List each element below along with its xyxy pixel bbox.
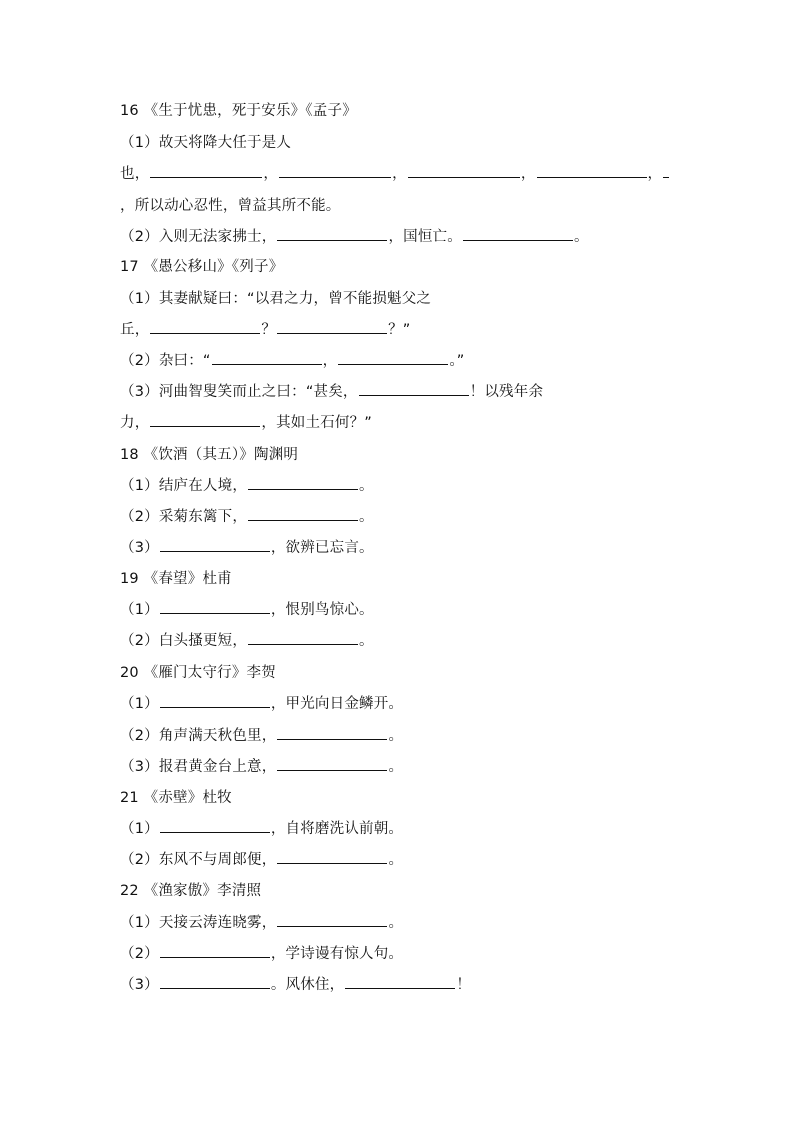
answer-blank[interactable] (277, 756, 387, 771)
section-17-q3-line1 (120, 381, 543, 403)
punctuation: 。 (359, 509, 374, 525)
question-text: ，所以动心忍性，曾益其所不能。 (120, 198, 341, 214)
section-19-heading (120, 568, 232, 590)
section-17-q1-line2 (120, 319, 411, 341)
answer-blank[interactable] (212, 350, 322, 365)
answer-blank[interactable] (150, 163, 262, 178)
section-19-q2 (120, 630, 374, 652)
question-text: 力， (120, 415, 150, 431)
answer-blank[interactable] (277, 725, 387, 740)
section-18-q2 (120, 506, 374, 528)
answer-blank[interactable] (160, 693, 270, 708)
heading-text: 21 《赤壁》杜牧 (120, 790, 232, 806)
heading-text: 18 《饮酒（其五）》陶渊明 (120, 447, 299, 463)
question-text: （1） (120, 602, 159, 618)
section-16-q2 (120, 226, 589, 248)
answer-blank[interactable] (160, 599, 270, 614)
question-text: ，国恒亡。 (388, 229, 462, 245)
question-text: ，甲光向日金鳞开。 (270, 696, 404, 712)
answer-blank[interactable] (359, 381, 469, 396)
answer-blank[interactable] (277, 912, 387, 927)
answer-blank[interactable] (248, 630, 358, 645)
punctuation: ， (520, 166, 536, 182)
punctuation: 。 (359, 633, 374, 649)
section-17-q1-line1 (120, 288, 431, 310)
answer-blank[interactable] (160, 818, 270, 833)
heading-text: 19 《春望》杜甫 (120, 571, 232, 587)
answer-blank[interactable] (248, 506, 358, 521)
section-21-heading (120, 787, 232, 809)
question-text: 也， (120, 166, 150, 182)
answer-blank[interactable] (160, 974, 270, 989)
question-text: （1）结庐在人境， (120, 478, 248, 494)
heading-text: 17 《愚公移山》《列子》 (120, 259, 284, 275)
question-text: （3）报君黄金台上意， (120, 759, 277, 775)
question-text: ！以残年余 (469, 384, 544, 400)
answer-blank[interactable] (463, 226, 573, 241)
section-18-q3 (120, 537, 374, 559)
section-17-q2 (120, 350, 465, 372)
section-17-q3-line2 (120, 412, 372, 434)
answer-blank[interactable] (277, 849, 387, 864)
question-text: （1）故天将降大任于是人 (120, 135, 292, 151)
punctuation: ？ (261, 322, 277, 338)
answer-blank[interactable] (160, 943, 270, 958)
punctuation: 。 (573, 229, 589, 245)
question-text: ，其如土石何？” (261, 415, 373, 431)
answer-blank[interactable] (150, 412, 260, 427)
answer-blank[interactable] (338, 350, 448, 365)
section-20-q2 (120, 725, 403, 747)
answer-blank[interactable] (277, 226, 387, 241)
section-19-q1 (120, 599, 374, 621)
punctuation: ！ (456, 977, 472, 993)
answer-blank[interactable] (150, 319, 260, 334)
section-20-heading (120, 662, 276, 684)
section-18-q1 (120, 475, 374, 497)
question-text: （2）采菊东篱下， (120, 509, 248, 525)
answer-blank[interactable] (279, 163, 391, 178)
question-text: （1）天接云涛连晓雾， (120, 915, 277, 931)
question-text: ，学诗谩有惊人句。 (270, 946, 404, 962)
question-text: （2）入则无法家拂士， (120, 229, 277, 245)
section-20-q1 (120, 693, 403, 715)
heading-text: 22 《渔家傲》李清照 (120, 883, 262, 899)
punctuation: ？” (388, 322, 411, 338)
answer-blank[interactable] (537, 163, 647, 178)
section-22-q3 (120, 974, 471, 996)
punctuation: 。 (388, 728, 404, 744)
section-16-q1-line2 (120, 163, 670, 185)
section-16-q1-line3 (120, 195, 341, 217)
punctuation: 。 (359, 478, 374, 494)
answer-blank[interactable] (277, 319, 387, 334)
punctuation: 。 (388, 915, 404, 931)
question-text: （2）东风不与周郎便， (120, 852, 277, 868)
section-21-q2 (120, 849, 403, 871)
question-text: （3） (120, 540, 159, 556)
answer-blank[interactable] (408, 163, 520, 178)
question-text: ，欲辨已忘言。 (270, 540, 374, 556)
heading-text: 16 《生于忧患，死于安乐》《孟子》 (120, 103, 357, 119)
heading-text: 20 《雁门太守行》李贺 (120, 665, 276, 681)
answer-blank[interactable] (248, 475, 358, 490)
punctuation: 。 (388, 759, 404, 775)
question-text: （1） (120, 696, 159, 712)
question-text: 丘， (120, 322, 150, 338)
section-20-q3 (120, 756, 403, 778)
question-text: （3）河曲智叟笑而止之曰：“甚矣， (120, 384, 358, 400)
section-22-q1 (120, 912, 403, 934)
punctuation: 。 (388, 852, 404, 868)
answer-blank[interactable] (160, 537, 270, 552)
section-22-heading (120, 880, 261, 902)
question-text: ，自将磨洗认前朝。 (270, 821, 404, 837)
punctuation: ， (322, 353, 338, 369)
section-16-heading (120, 100, 357, 122)
section-18-heading (120, 444, 298, 466)
answer-blank[interactable] (345, 974, 455, 989)
section-22-q2 (120, 943, 403, 965)
question-text: 。风休住， (270, 977, 345, 993)
answer-blank[interactable] (663, 163, 669, 178)
question-text: （2）白头搔更短， (120, 633, 248, 649)
punctuation: ， (392, 166, 407, 182)
question-text: （1）其妻献疑曰：“以君之力，曾不能损魁父之 (120, 291, 432, 307)
question-text: （2）角声满天秋色里， (120, 728, 277, 744)
punctuation: ， (647, 166, 663, 182)
question-text: （2） (120, 946, 159, 962)
section-17-heading (120, 256, 283, 278)
question-text: （1） (120, 821, 159, 837)
punctuation: ， (263, 166, 279, 182)
question-text: （3） (120, 977, 159, 993)
question-text: ，恨别鸟惊心。 (270, 602, 374, 618)
punctuation: 。” (449, 353, 465, 369)
question-text: （2）杂曰：“ (120, 353, 211, 369)
section-16-q1-line1 (120, 132, 291, 154)
section-21-q1 (120, 818, 403, 840)
